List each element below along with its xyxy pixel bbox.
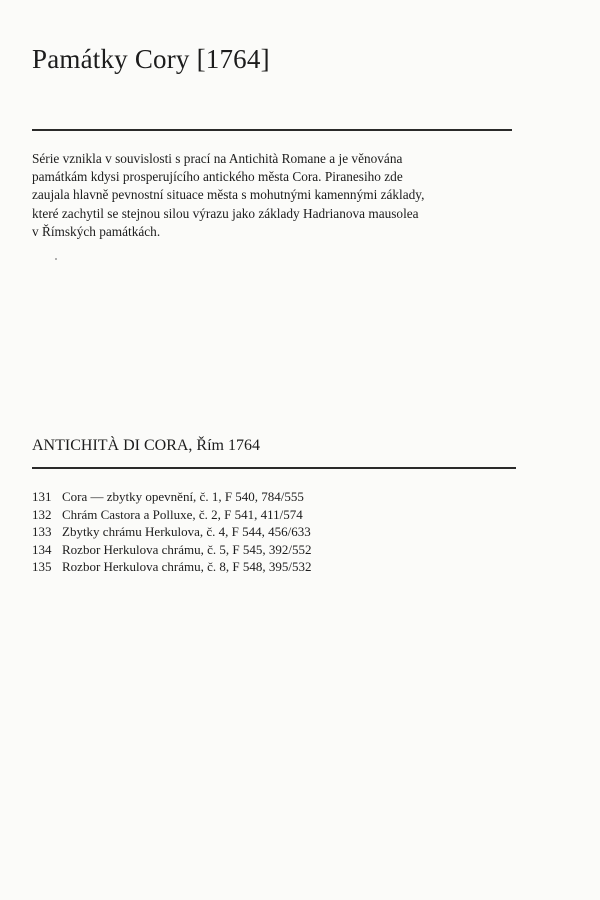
intro-line: v Římských památkách.: [32, 223, 161, 239]
entry-text: Cora — zbytky opevnění, č. 1, F 540, 784/555: [62, 489, 304, 504]
entry-text: Chrám Castora a Polluxe, č. 2, F 541, 411/574: [62, 506, 303, 522]
list-item: [32, 506, 311, 524]
entry-number: 133: [32, 524, 52, 539]
paper-speck: [55, 258, 57, 260]
entry-text: Rozbor Herkulova chrámu, č. 5, F 545, 392/552: [62, 541, 312, 557]
entry-number: 131: [32, 489, 52, 504]
intro-line: které zachytil se stejnou silou výrazu jako základy Hadrianova mausolea: [32, 205, 419, 221]
intro-paragraph: [32, 150, 512, 241]
entry-text: Zbytky chrámu Herkulova, č. 4, F 544, 456/633: [62, 524, 311, 539]
intro-line: památkám kdysi prosperujícího antického města Cora. Piranesiho zde: [32, 169, 403, 185]
list-item: [32, 558, 311, 576]
list-item: [32, 488, 311, 506]
entry-text: Rozbor Herkulova chrámu, č. 8, F 548, 395/532: [62, 559, 312, 574]
section-heading: ANTICHITÀ DI CORA, Řím 1764: [32, 437, 260, 454]
list-item: [32, 523, 311, 541]
entry-number: 135: [32, 559, 52, 574]
page-title: Památky Cory [1764]: [32, 44, 270, 74]
entry-number: 134: [32, 541, 52, 557]
entry-number: 132: [32, 506, 52, 522]
title-divider: [32, 129, 512, 131]
catalogue-list: [32, 488, 311, 576]
section-divider: [32, 467, 516, 469]
intro-line: Série vznikla v souvislosti s prací na Antichità Romane a je věnována: [32, 151, 403, 166]
intro-line: zaujala hlavně pevnostní situace města s mohutnými kamennými základy,: [32, 187, 425, 203]
list-item: [32, 541, 311, 559]
